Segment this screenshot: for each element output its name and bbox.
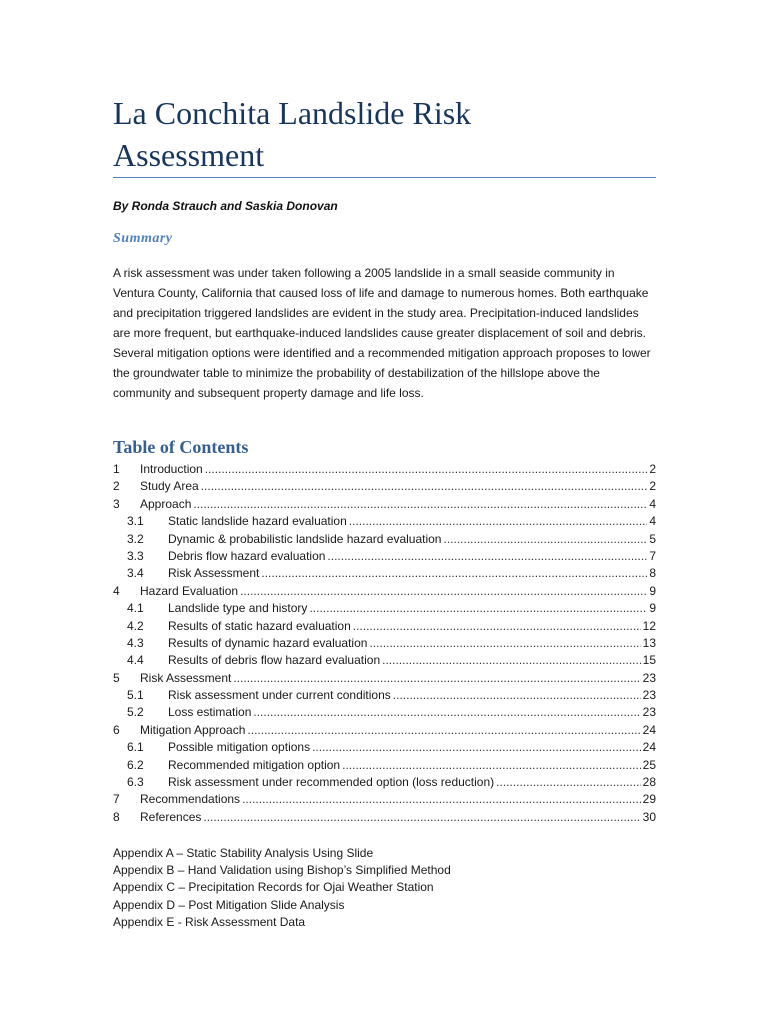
toc-entry-page-number: 4 [649,496,656,511]
toc-entry-number: 5.2 [127,705,144,720]
toc-dot-leader [261,565,647,582]
document-title [113,92,673,176]
toc-entry[interactable] [113,548,656,565]
toc-entry-number: 5 [113,670,120,685]
toc-entry[interactable] [113,670,656,687]
toc-entry-number: 3 [113,496,120,511]
toc-entry-label[interactable]: References [140,809,202,824]
toc-entry-number: 4 [113,583,120,598]
toc-entry[interactable] [113,652,656,669]
toc-entry[interactable] [113,565,656,582]
toc-entry-page-number: 8 [649,566,656,581]
toc-entry-page-number: 23 [642,670,656,685]
toc-entry-page-number: 13 [642,635,656,650]
toc-entry-page-number: 29 [642,792,656,807]
toc-entry-label[interactable]: Hazard Evaluation [140,583,239,598]
summary-paragraph: A risk assessment was under taken following a 2005 landslide in a small seaside community in Ventura County, California that caused loss of life and damage to numerous homes. Both earthquake and precipitation triggered landslides are evident in the study area. Precipitation-induced landslides are more frequent, but earthquake-induced landslides cause greater displacement of soil and debris. Several mitigation options were identified and a recommended mitigation approach proposes to lower the groundwater table to minimize the probability of destabilization of the hillslope above the community and subsequent property damage and life loss. [113,266,651,400]
toc-entry-label[interactable]: Mitigation Approach [140,722,246,737]
summary-heading: Summary [113,231,173,246]
toc-entry-number: 5.1 [127,688,144,703]
toc-entry-label[interactable]: Possible mitigation options [168,740,311,755]
toc-entry-label[interactable]: Risk Assessment [168,566,260,581]
toc-entry[interactable] [113,809,656,826]
toc-entry-page-number: 4 [649,514,656,529]
toc-dot-leader [393,687,641,704]
toc-dot-leader [233,670,640,687]
toc-entry-page-number: 7 [649,548,656,563]
toc-entry-label[interactable]: Loss estimation [168,705,252,720]
toc-entry-page-number: 2 [649,462,656,476]
toc-entry-number: 1 [113,462,120,476]
toc-entry-label[interactable]: Risk assessment under recommended option (loss reduction) [168,775,495,790]
toc-entry[interactable] [113,722,656,739]
title-line-2: Assessment [113,137,265,173]
toc-entry-page-number: 30 [642,809,656,824]
toc-dot-leader [240,583,647,600]
toc-entry[interactable] [113,687,656,704]
toc-entry[interactable] [113,704,656,721]
toc-dot-leader [349,513,648,530]
toc-entry-number: 3.1 [127,514,144,529]
toc-entry-page-number: 2 [649,479,656,494]
toc-dot-leader [247,722,640,739]
toc-entry[interactable] [113,478,656,495]
toc-dot-leader [309,600,647,617]
toc-entry-label[interactable]: Risk Assessment [140,670,232,685]
toc-dot-leader [342,757,641,774]
toc-entry[interactable] [113,531,656,548]
toc-entry-label[interactable]: Results of debris flow hazard evaluation [168,653,381,668]
toc-dot-leader [443,531,647,548]
toc-entry-page-number: 24 [642,722,656,737]
toc-dot-leader [205,461,648,478]
toc-entry-number: 2 [113,479,120,494]
toc-entry-number: 6.1 [127,740,144,755]
toc-entry-number: 8 [113,809,120,824]
toc-entry-number: 4.2 [127,618,144,633]
toc-entry-page-number: 25 [642,757,656,772]
toc-entry-number: 6.3 [127,775,144,790]
authors-line: By Ronda Strauch and Saskia Donovan [113,199,338,213]
toc-entry-page-number: 28 [642,775,656,790]
toc-entry-label[interactable]: Debris flow hazard evaluation [168,548,326,563]
toc-entry-number: 3.3 [127,548,144,563]
toc-entry-page-number: 5 [649,531,656,546]
toc-heading: Table of Contents [113,437,249,457]
title-underline-divider [113,177,656,178]
toc-entry-number: 6.2 [127,757,144,772]
toc-entry-number: 4.4 [127,653,144,668]
appendix-list [113,845,658,931]
toc-entry-number: 3.2 [127,531,144,546]
toc-entry[interactable] [113,583,656,600]
toc-entry[interactable] [113,461,656,478]
toc-entry-page-number: 23 [642,688,656,703]
appendix-item: Appendix E - Risk Assessment Data [113,914,306,929]
toc-entry-label[interactable]: Recommended mitigation option [168,757,341,772]
toc-dot-leader [203,809,640,826]
toc-entry-label[interactable]: Risk assessment under current conditions [168,688,391,703]
title-line-1: La Conchita Landslide Risk [113,95,472,131]
toc-entry[interactable] [113,600,656,617]
toc-dot-leader [201,478,648,495]
toc-dot-leader [253,704,640,721]
toc-entry-number: 6 [113,722,120,737]
toc-entry-label[interactable]: Dynamic & probabilistic landslide hazard evaluation [168,531,442,546]
toc-entry-page-number: 15 [642,653,656,668]
toc-entry[interactable] [113,791,656,808]
toc-entry-number: 4.1 [127,601,144,616]
toc-entry-label[interactable]: Introduction [140,462,203,476]
toc-entry-label[interactable]: Results of static hazard evaluation [168,618,351,633]
appendix-item: Appendix A – Static Stability Analysis Using Slide [113,846,374,860]
toc-entry-number: 7 [113,792,120,807]
toc-entry-label[interactable]: Study Area [140,479,199,494]
appendix-item: Appendix C – Precipitation Records for Ojai Weather Station [113,880,434,895]
toc-entry-number: 4.3 [127,635,144,650]
toc-entry[interactable] [113,618,656,635]
toc-entry-page-number: 9 [649,601,656,616]
toc-entry[interactable] [113,513,656,530]
toc-entry-number: 3.4 [127,566,144,581]
toc-entry-page-number: 24 [642,740,656,755]
appendix-item: Appendix D – Post Mitigation Slide Analysis [113,897,345,912]
toc-dot-leader [382,652,641,669]
toc-entry[interactable] [113,757,656,774]
toc-entry[interactable] [113,635,656,652]
appendix-item: Appendix B – Hand Validation using Bishop’s Simplified Method [113,863,451,878]
toc-entry[interactable] [113,496,656,513]
toc-entry-page-number: 9 [649,583,656,598]
toc-dot-leader [193,496,647,513]
toc-entry-label[interactable]: Recommendations [140,792,241,807]
toc-entry-label[interactable]: Landslide type and history [168,601,308,616]
toc-entry[interactable] [113,739,656,756]
toc-dot-leader [312,739,641,756]
toc-entry[interactable] [113,774,656,791]
toc-entry-page-number: 23 [642,705,656,720]
toc-dot-leader [242,791,641,808]
toc-dot-leader [353,618,641,635]
toc-entry-label[interactable]: Approach [140,496,192,511]
toc-entry-label[interactable]: Results of dynamic hazard evaluation [168,635,368,650]
toc-dot-leader [369,635,640,652]
toc-dot-leader [496,774,640,791]
toc-dot-leader [327,548,647,565]
toc-entry-label[interactable]: Static landslide hazard evaluation [168,514,347,529]
table-of-contents [113,461,656,826]
toc-entry-page-number: 12 [642,618,656,633]
